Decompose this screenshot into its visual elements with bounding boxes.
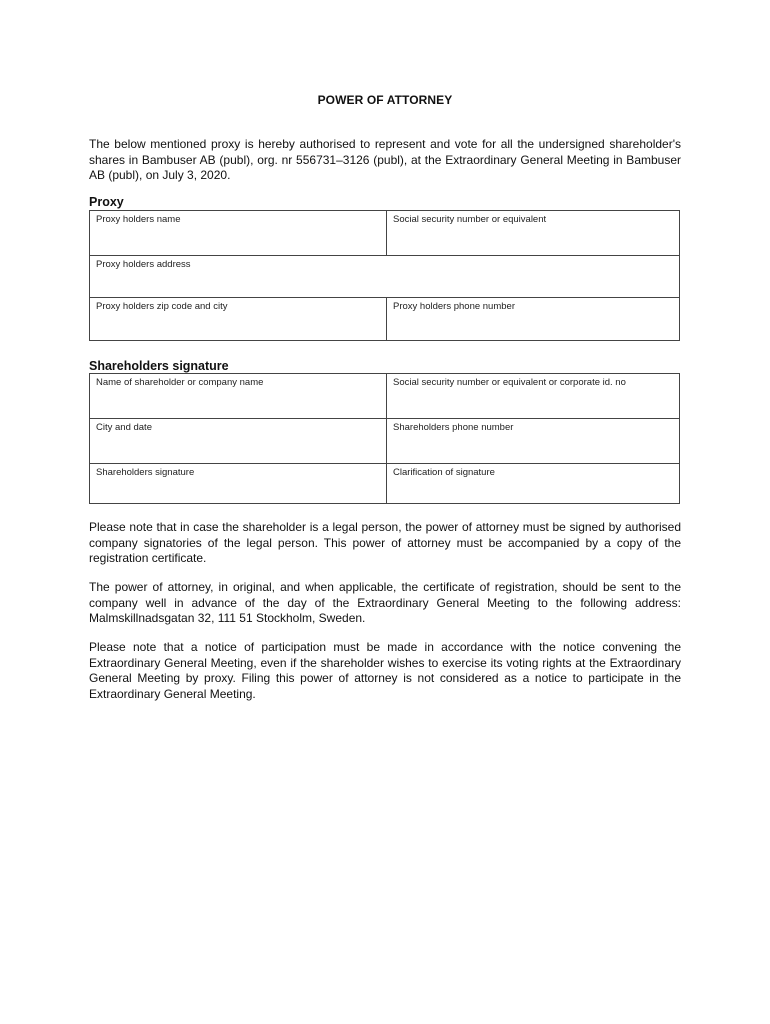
shareholder-form (89, 373, 680, 504)
proxy-name-field[interactable] (90, 211, 387, 255)
proxy-row-3 (90, 297, 679, 340)
signature-field[interactable] (90, 464, 387, 503)
shareholder-phone-label: Shareholders phone number (393, 422, 514, 433)
shareholder-name-field[interactable] (90, 374, 387, 418)
note-participation: Please note that a notice of participation must be made in accordance with the notice convening the Extraordinary General Meeting, even if the shareholder wishes to exercise its voting rights at the Extraordinary General Meeting by proxy. Filing this power of attorney is not considered as a notice to participate in the Extraordinary General Meeting. (89, 640, 681, 701)
shareholder-row-1 (90, 374, 679, 418)
proxy-name-label: Proxy holders name (96, 214, 181, 225)
proxy-row-2 (90, 255, 679, 297)
shareholder-name-label: Name of shareholder or company name (96, 377, 264, 388)
proxy-ssn-label: Social security number or equivalent (393, 214, 547, 225)
proxy-phone-field[interactable] (387, 298, 679, 340)
proxy-address-label: Proxy holders address (96, 259, 191, 270)
proxy-row-1 (90, 211, 679, 255)
clarification-field[interactable] (387, 464, 679, 503)
shareholder-ssn-label: Social security number or equivalent or corporate id. no (393, 377, 626, 388)
proxy-address-field[interactable] (90, 256, 679, 297)
shareholder-phone-field[interactable] (387, 419, 679, 463)
proxy-heading: Proxy (89, 195, 124, 209)
intro-paragraph: The below mentioned proxy is hereby authorised to represent and vote for all the undersigned shareholder's shares in Bambuser AB (publ), org. nr 556731–3126 (publ), at the Extraordinary General Meeting in Bambuser AB (publ), on July 3, 2020. (89, 137, 681, 182)
proxy-zip-city-label: Proxy holders zip code and city (96, 301, 228, 312)
clarification-label: Clarification of signature (393, 467, 495, 478)
document-title: POWER OF ATTORNEY (317, 93, 453, 107)
city-date-label: City and date (96, 422, 152, 433)
shareholder-row-3 (90, 463, 679, 503)
proxy-ssn-field[interactable] (387, 211, 679, 255)
signature-label: Shareholders signature (96, 467, 195, 478)
city-date-field[interactable] (90, 419, 387, 463)
proxy-zip-city-field[interactable] (90, 298, 387, 340)
shareholder-row-2 (90, 418, 679, 463)
proxy-form (89, 210, 680, 341)
shareholder-ssn-field[interactable] (387, 374, 679, 418)
shareholder-heading: Shareholders signature (89, 359, 229, 373)
note-send-address: The power of attorney, in original, and when applicable, the certificate of registration, should be sent to the company well in advance of the day of the Extraordinary General Meeting to the following address: Malmskillnadsgatan 32, 111 51 Stockholm, Sweden. (89, 580, 681, 625)
proxy-phone-label: Proxy holders phone number (393, 301, 515, 312)
note-legal-person: Please note that in case the shareholder is a legal person, the power of attorney must be signed by authorised company signatories of the legal person. This power of attorney must be accompanied by a copy of the registration certificate. (89, 520, 681, 565)
